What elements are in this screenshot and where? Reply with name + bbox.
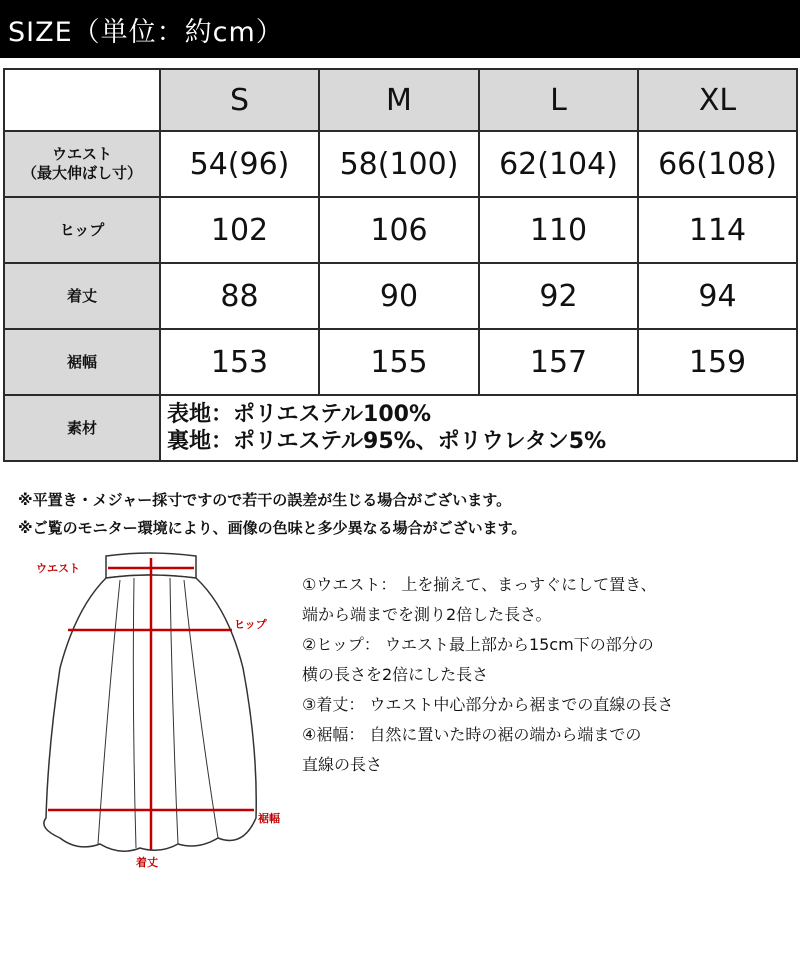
row-label-length: 着丈 [4,263,160,329]
row-label-waist-line1: ウエスト [51,145,112,163]
notes [18,486,526,542]
table-row-hem [4,329,797,395]
desc-line-1: ①ウエスト： 上を揃えて、まっすぐにして置き、 [302,575,657,594]
size-header-m: M [319,69,479,131]
row-label-material: 素材 [4,395,160,461]
row-label-hem: 裾幅 [4,329,160,395]
skirt-diagram [28,548,288,878]
material-line-lining: 裏地：ポリエステル95%、ポリウレタン5% [167,429,607,454]
table-row-waist [4,131,797,197]
hem-value-l: 157 [479,329,638,395]
length-value-s: 88 [160,263,319,329]
hip-value-l: 110 [479,197,638,263]
size-header-l: L [479,69,638,131]
hip-value-s: 102 [160,197,319,263]
title-bar [0,0,800,58]
size-table [3,68,798,462]
desc-line-4: 横の長さを2倍にした長さ [302,665,489,684]
material-line-outer: 表地：ポリエステル100% [167,402,431,427]
waist-value-m: 58(100) [319,131,479,197]
desc-line-5: ③着丈： ウエスト中心部分から裾までの直線の長さ [302,695,674,714]
size-header-s: S [160,69,319,131]
page-title: SIZE（単位：約cm） [8,17,284,48]
desc-line-3: ②ヒップ： ウエスト最上部から15cm下の部分の [302,635,654,654]
size-header-xl: XL [638,69,797,131]
diagram-label-waist: ウエスト [36,562,80,575]
desc-line-7: 直線の長さ [302,755,383,774]
measurement-descriptions [302,570,673,780]
note-monitor-color: ※ご覧のモニター環境により、画像の色味と多少異なる場合がございます。 [18,519,527,537]
length-value-m: 90 [319,263,479,329]
diagram-label-hem: 裾幅 [258,812,280,825]
diagram-label-length: 着丈 [136,856,158,869]
desc-line-2: 端から端までを測り2倍した長さ。 [302,605,552,624]
length-value-l: 92 [479,263,638,329]
row-label-waist-line2: （最大伸ばし寸） [21,164,142,182]
table-row-material [4,395,797,461]
hem-value-xl: 159 [638,329,797,395]
material-cell [160,395,797,461]
note-measurement-error: ※平置き・メジャー採寸ですので若干の誤差が生じる場合がございます。 [18,491,512,509]
waist-value-l: 62(104) [479,131,638,197]
hem-value-s: 153 [160,329,319,395]
table-corner-cell [4,69,160,131]
hip-value-xl: 114 [638,197,797,263]
skirt-illustration [28,548,288,878]
table-row-length [4,263,797,329]
size-header-row [4,69,797,131]
row-label-hip: ヒップ [4,197,160,263]
diagram-label-hip: ヒップ [234,618,267,631]
waist-value-s: 54(96) [160,131,319,197]
table-row-hip [4,197,797,263]
row-label-waist [4,131,160,197]
hip-value-m: 106 [319,197,479,263]
waist-value-xl: 66(108) [638,131,797,197]
length-value-xl: 94 [638,263,797,329]
desc-line-6: ④裾幅： 自然に置いた時の裾の端から端までの [302,725,642,744]
hem-value-m: 155 [319,329,479,395]
